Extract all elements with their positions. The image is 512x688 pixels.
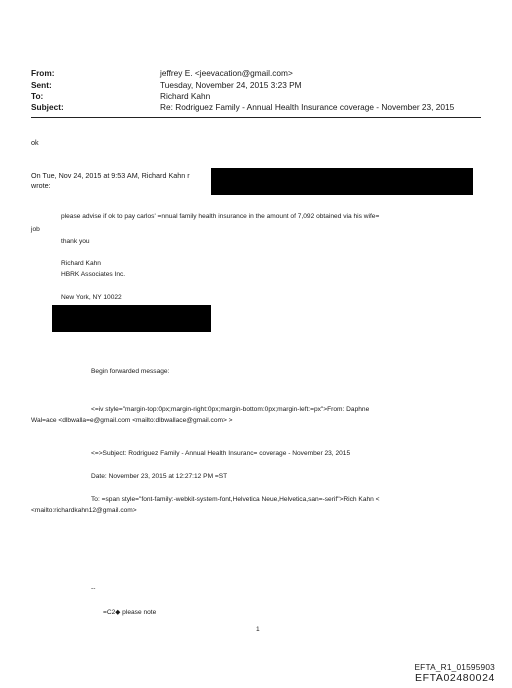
forwarded-to-wrap: <mailto:richardkahn12@gmail.com>	[31, 507, 137, 514]
footer-bates-number: EFTA02480024	[415, 672, 495, 684]
reply-body: ok	[31, 138, 39, 147]
quoted-thanks: thank you	[61, 238, 90, 245]
forwarded-to: To: =span style="font-family:-webkit-system-font,Helvetica Neue,Helvetica,san=-serif">Rich Kahn <	[91, 496, 380, 503]
sent-label: Sent:	[31, 80, 52, 90]
forwarded-from: <=iv style="margin-top:0px;margin-right:0px;margin-bottom:0px;margin-left:=px">From: Daphne	[91, 406, 370, 413]
from-value: jeffrey E. <jeevacation@gmail.com>	[160, 68, 293, 78]
subject-label: Subject:	[31, 102, 64, 112]
page-number: 1	[256, 626, 260, 633]
quoted-request-wrap: job	[31, 226, 40, 233]
header-divider	[31, 117, 481, 118]
signature-city: New York, NY 10022	[61, 294, 122, 301]
to-label: To:	[31, 91, 44, 101]
redaction-box	[52, 305, 211, 332]
to-value: Richard Kahn	[160, 91, 211, 101]
footer-document-id: EFTA_R1_01595903	[414, 662, 495, 672]
quote-attribution-wrote: wrote:	[31, 181, 51, 190]
quoted-request: please advise if ok to pay carlos' =nnual family health insurance in the amount of 7,092 obtained via his wife=	[61, 213, 380, 220]
forwarded-subject: <=>Subject: Rodriguez Family - Annual Health Insuranc= coverage - November 23, 2015	[91, 450, 351, 457]
forwarded-heading: Begin forwarded message:	[91, 368, 170, 375]
subject-value: Re: Rodriguez Family - Annual Health Insurance coverage - November 23, 2015	[160, 102, 455, 112]
forwarded-date: Date: November 23, 2015 at 12:27:12 PM =ST	[91, 473, 228, 480]
forwarded-note: =C2◆ please note	[103, 609, 157, 616]
from-label: From:	[31, 68, 55, 78]
quote-attribution: On Tue, Nov 24, 2015 at 9:53 AM, Richard Kahn r	[31, 171, 190, 180]
sent-value: Tuesday, November 24, 2015 3:23 PM	[160, 80, 302, 90]
forwarded-dashes: --	[91, 585, 96, 592]
signature-name: Richard Kahn	[61, 260, 101, 267]
forwarded-from-wrap: Wal=ace <dlbwalla=e@gmail.com <mailto:dlbwallace@gmail.com> >	[31, 417, 233, 424]
signature-company: HBRK Associates Inc.	[61, 271, 126, 278]
redaction-box	[211, 168, 473, 195]
